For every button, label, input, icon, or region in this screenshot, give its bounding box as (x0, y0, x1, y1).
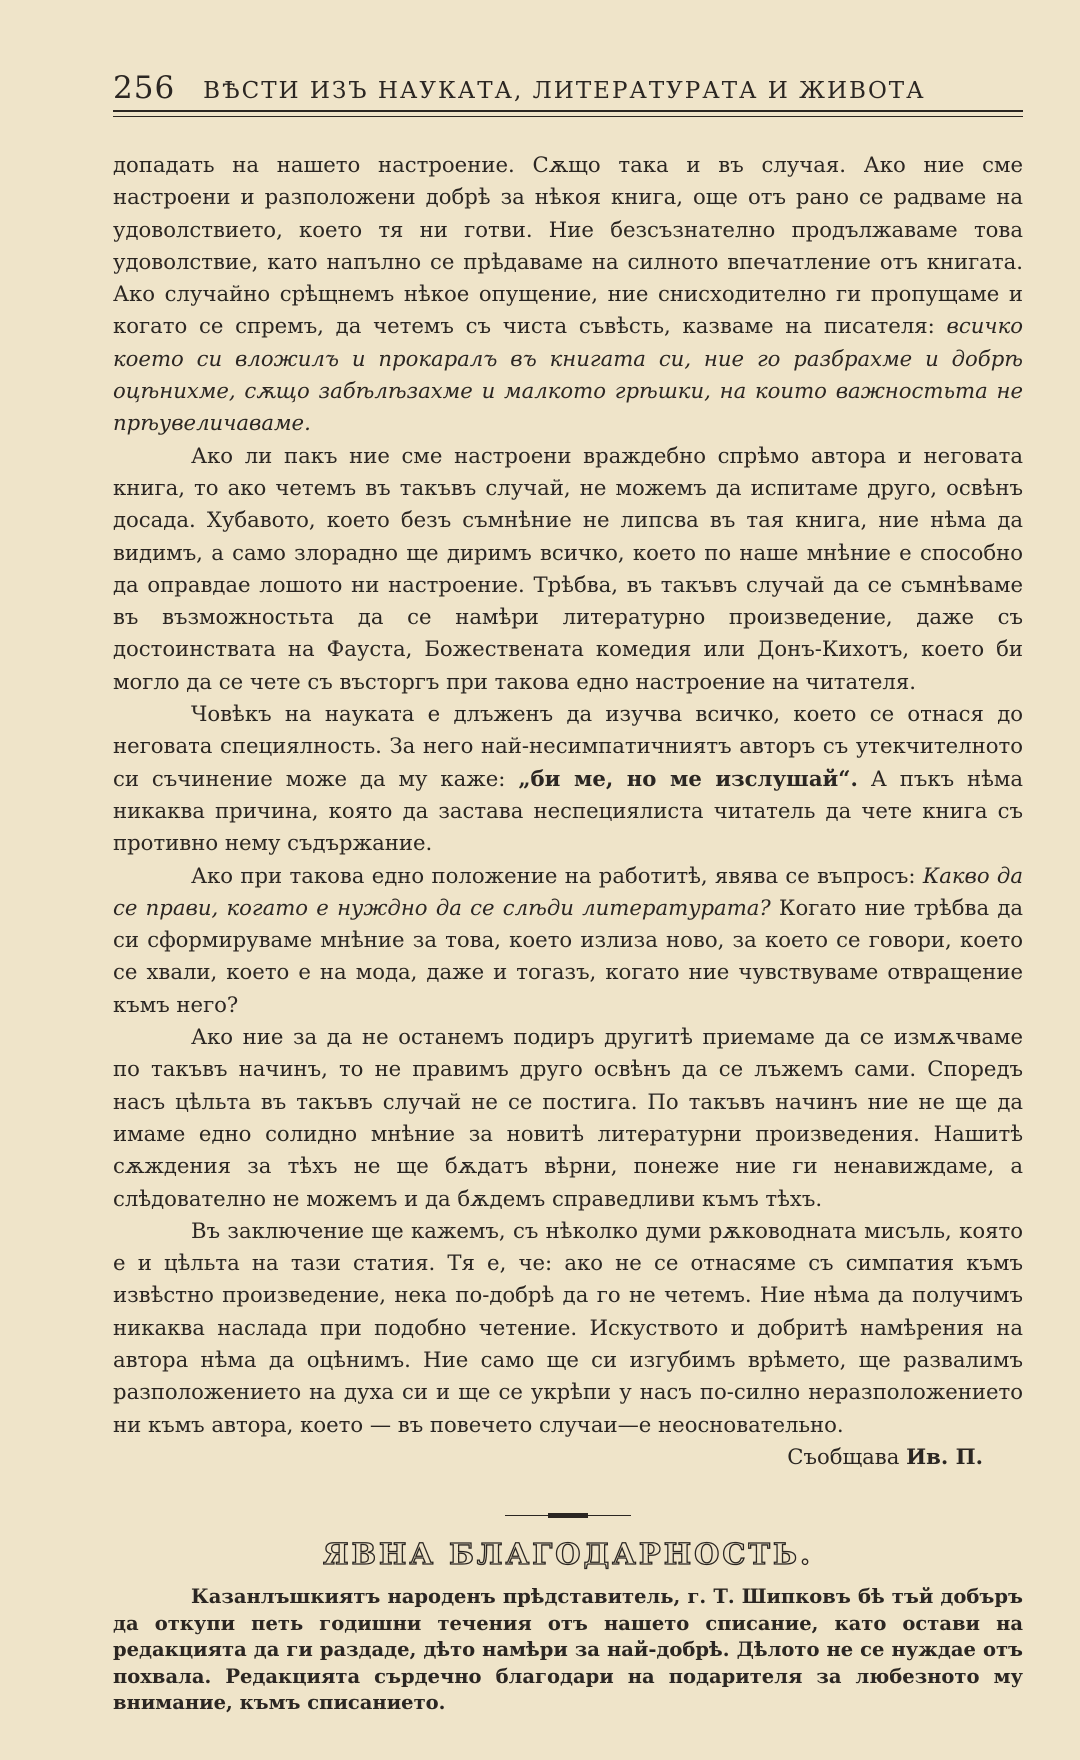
paragraph-4-tail: Когато ние трѣбва да си сформируваме мнѣние за това, което излиза ново, за което се говори, което се хвали, което е на мода, даже и тогазъ, когато ние чувствуваме отвращение къмъ него? (113, 894, 1023, 1017)
paragraph-3-quote: „би ме, но ме изслушай“. (518, 765, 858, 791)
paragraph-4 (113, 860, 1023, 1021)
signature-label: Съобщава (787, 1443, 900, 1469)
paragraph-3 (113, 698, 1023, 859)
paragraph-3-tail: А пъкъ нѣма никаква причина, която да застава неспециялиста читатель да чете книга съ противно нему съдържание. (113, 765, 1023, 856)
paragraph-1 (113, 149, 1023, 440)
signature (113, 1441, 1023, 1473)
notice-title: ЯВНА БЛАГОДАРНОСТЬ. (322, 1537, 814, 1571)
section-divider-ornament (505, 1513, 631, 1519)
paragraph-5: Ако ние за да не останемъ подиръ другитѣ приемаме да се измѫчваме по такъвъ начинъ, то не правимъ друго освѣнъ да се лъжемъ сами. Споредъ насъ цѣльта въ такъвъ случай не се постига. По такъвъ начинъ ние не ще да имаме едно солидно мнѣние за новитѣ литературни произведения. Нашитѣ сѫждения за тѣхъ не ще бѫдатъ вѣрни, понеже ние ги ненавиждаме, а слѣдователно не можемъ и да бѫдемъ справедливи къмъ тѣхъ. (113, 1024, 1023, 1211)
header-rule-thick (113, 110, 1023, 112)
notice-body (113, 1584, 1023, 1717)
paragraph-2: Ако ли пакъ ние сме настроени враждебно спрѣмо автора и неговата книга, то ако четемъ въ такъвъ случай, не можемъ да испитаме друго, освѣнъ досада. Хубавото, което безъ съмнѣние не липсва въ тая книга, ние нѣма да видимъ, а само злорадно ще диримъ всичко, което по наше мнѣние е способно да оправдае лошото ни настроение. Трѣбва, въ такъвъ случай да се съмнѣваме въ възможностьта да се намѣри литературно произведение, даже съ достоинствата на Фауста, Божествената комедия или Донъ-Кихотъ, което би могло да се чете съ въсторгъ при такова едно настроение на читателя. (113, 442, 1023, 694)
paragraph-1-text: допадать на нашето настроение. Сѫщо така и въ случая. Ако ние сме настроени и разположени добрѣ за нѣкоя книга, още отъ рано се радваме на удоволствието, което тя ни готви. Ние безсъзнателно продължаваме това удоволствие, като напълно се прѣдаваме на силното впечатление отъ книгата. Ако случайно срѣщнемъ нѣкое опущение, ние снисходително ги пропущаме и когато се спремъ, да четемъ съ чиста съвѣсть, казваме на писателя: (113, 152, 1023, 339)
divider-center-bar (548, 1513, 588, 1518)
paragraph-4-text: Ако при такова едно положение на работитѣ, явява се въпросъ: (191, 862, 916, 888)
paragraph-4-italic: Какво да се прави, когато е нуждно да се слѣди литературата? (113, 862, 1023, 920)
article-body (113, 149, 1023, 1473)
signature-name: Ив. П. (906, 1443, 983, 1469)
page-number: 256 (113, 70, 176, 106)
header-rule-thin (113, 116, 1023, 117)
paragraph-3-text: Човѣкъ на науката е длъженъ да изучва всичко, което се отнася до неговата специялность. За него най-несимпатичниятъ авторъ съ утекчителното си съчинение може да му каже: (113, 701, 1023, 791)
running-title: ВѢСТИ ИЗЪ НАУКАТА, ЛИТЕРАТУРАТА И ЖИВОТА (203, 78, 926, 104)
notice-paragraph: Казанлъшкиятъ народенъ прѣдставитель, г. Т. Шипковъ бѣ тъй добъръ да откупи петь годишни течения отъ нашето списание, като остави на редакцията да ги раздаде, дѣто намѣри за най-добрѣ. Дѣлото не се нуждае отъ похвала. Редакцията сърдечно благодари на подарителя за любезното му внимание, къмъ списанието. (113, 1585, 1023, 1714)
paragraph-6: Въ заключение ще кажемъ, съ нѣколко думи рѫководната мисъль, която е и цѣльта на тази статия. Тя е, че: ако не се отнасяме съ симпатия къмъ извѣстно произведение, нека по-добрѣ да го не четемъ. Ние нѣма да получимъ никаква наслада при подобно четение. Искуството и добритѣ намѣрения на автора нѣма да оцѣнимъ. Ние само ще си изгубимъ врѣмето, ще развалимъ разположението на духа си и ще се укрѣпи у насъ по-силно неразположението ни къмъ автора, което — въ повечето случаи—е неосновательно. (113, 1217, 1023, 1437)
paragraph-1-italic: всичко което си вложилъ и прокаралъ въ книгата си, ние го разбрахме и добрѣ оцѣнихме, сѫщо забѣлѣзахме и малкото грѣшки, на които важностьта не прѣувеличаваме. (113, 313, 1023, 436)
page-header (113, 70, 1023, 106)
